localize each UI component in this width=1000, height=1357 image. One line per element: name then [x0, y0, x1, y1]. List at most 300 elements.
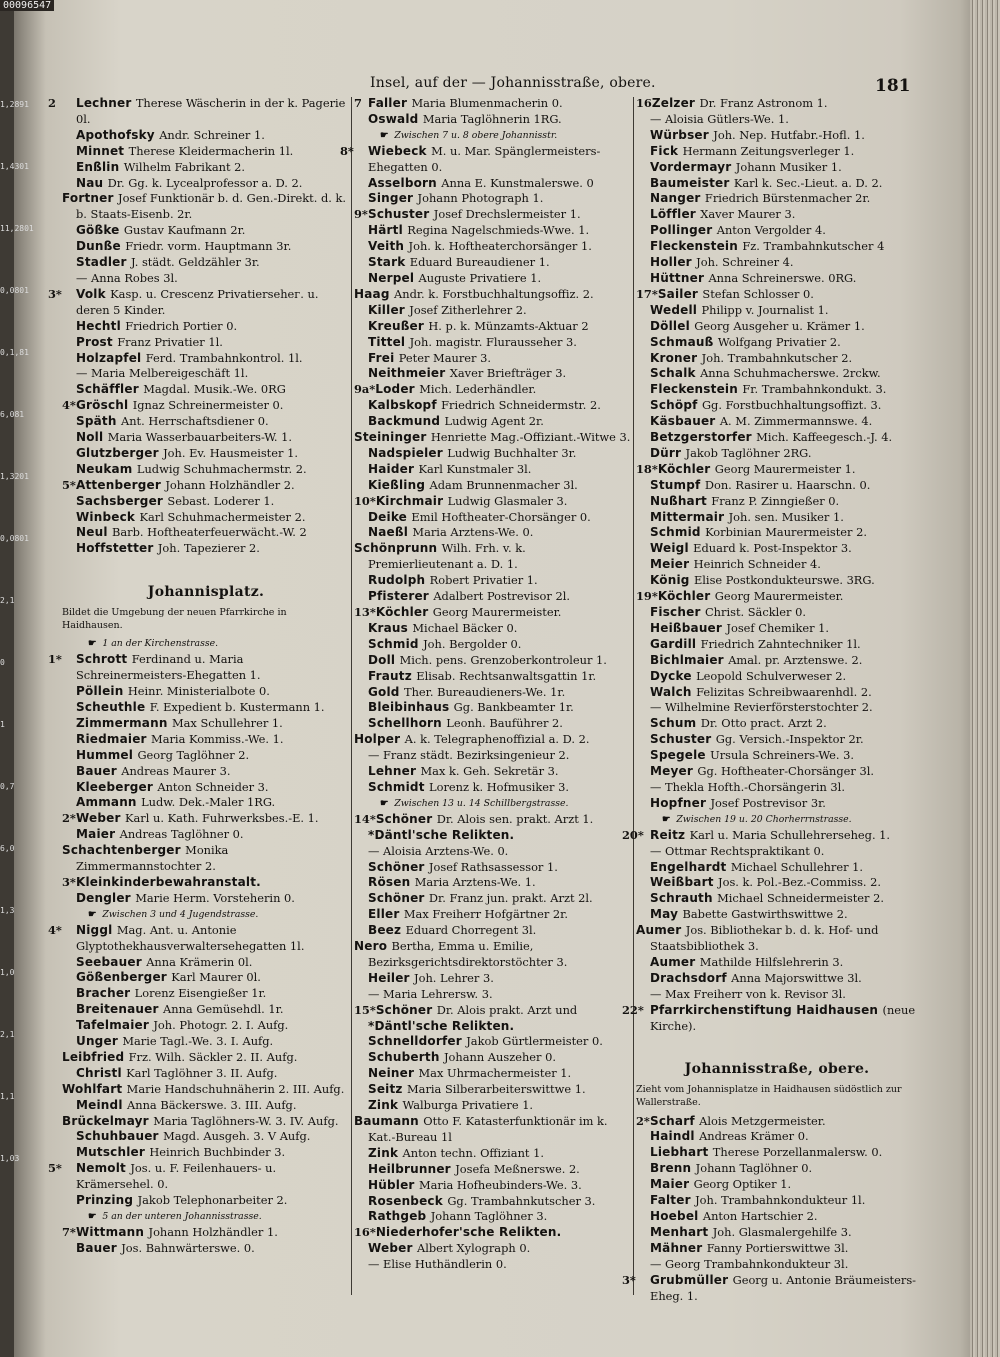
directory-entry — [636, 796, 918, 812]
resident-details: Lorenz k. Hofmusiker 3. — [429, 779, 569, 794]
directory-entry — [62, 366, 350, 382]
resident-details: Regina Nagelschmieds-Wwe. 1. — [407, 223, 590, 238]
resident-details: Kasp. u. Crescenz Privatiersehег. u. deren 5 Kinder. — [76, 286, 319, 317]
directory-entry — [354, 271, 632, 287]
column-2 — [340, 96, 632, 1273]
house-number: 3* — [48, 286, 62, 301]
resident-name: Kroner — [650, 350, 702, 365]
house-number: 3* — [62, 874, 76, 889]
resident-name: Heiler — [368, 970, 415, 985]
directory-entry — [636, 1129, 918, 1145]
directory-entry — [636, 271, 918, 287]
resident-details: Dr. Otto pract. Arzt 2. — [700, 716, 827, 731]
resident-details: Johann Taglöhner 3. — [430, 1209, 548, 1224]
directory-entry — [636, 510, 918, 526]
directory-entry — [354, 748, 632, 764]
resident-details: — Georg Trambahnkondukteur 3l. — [650, 1256, 849, 1271]
resident-name: Backmund — [368, 414, 445, 429]
resident-details: Johann Holzhändler 1. — [148, 1224, 278, 1239]
directory-entry — [354, 1082, 632, 1098]
resident-details: Xaver Maurer 3. — [700, 207, 796, 222]
resident-details: Josef Postrevisor 3r. — [710, 795, 826, 810]
pointing-hand-icon: ☛ — [88, 1211, 97, 1222]
resident-details: Leopold Schulverweser 2. — [696, 668, 847, 683]
resident-name: Wedell — [650, 302, 702, 317]
house-number: 7* — [62, 1224, 76, 1239]
resident-name: Löffler — [650, 207, 701, 222]
directory-entry — [62, 1193, 350, 1209]
resident-name: Liebhart — [650, 1145, 713, 1160]
resident-details: Mich. pens. Grenzoberkontroleur 1. — [399, 652, 607, 667]
resident-details: Karl k. Sec.-Lieut. a. D. 2. — [733, 175, 883, 190]
directory-entry — [636, 875, 918, 891]
resident-name: Niggl — [76, 922, 117, 937]
directory-entry — [354, 1178, 632, 1194]
resident-details: Maria Hofheubinders-We. 3. — [418, 1177, 582, 1192]
resident-details: — Franz städt. Bezirksingenieur 2. — [368, 748, 570, 763]
margin-fragment: 11,2801 — [0, 224, 34, 233]
resident-name: Gold — [368, 684, 404, 699]
house-number: 19* — [636, 589, 658, 604]
resident-details: Dr. Alois sen. prakt. Arzt 1. — [436, 811, 594, 826]
directory-entry — [62, 319, 350, 335]
resident-details: Friedr. vorm. Hauptmann 3r. — [125, 239, 292, 254]
resident-name: Ammann — [76, 795, 142, 810]
resident-details: Wilhelm Fabrikant 2. — [123, 159, 246, 174]
resident-details: Georg Ausgeher u. Krämer 1. — [694, 318, 865, 333]
resident-details: Lorenz Eisengießer 1r. — [134, 986, 267, 1001]
directory-entry — [636, 1241, 918, 1257]
house-number: 9a* — [354, 382, 376, 397]
directory-entry — [62, 239, 350, 255]
margin-fragment: 1,3 — [0, 906, 15, 915]
resident-details: Dr. Franz Astronom 1. — [699, 96, 828, 110]
resident-name: Wittmann — [76, 1224, 149, 1239]
resident-details: Josef Chemiker 1. — [726, 620, 830, 635]
resident-details: Maria Silberarbeiterswittwe 1. — [407, 1082, 586, 1097]
house-number: 18* — [636, 461, 658, 476]
resident-details: Josef Drechslermeister 1. — [433, 207, 581, 222]
house-number: 14* — [354, 811, 376, 826]
resident-details: Josef Zitherlehrer 2. — [409, 302, 527, 317]
directory-entry — [62, 986, 350, 1002]
directory-entry — [48, 1161, 350, 1193]
resident-details: Gg. Bankbeamter 1r. — [453, 700, 574, 715]
resident-name: Kalbskopf — [368, 398, 442, 413]
directory-entry — [62, 335, 350, 351]
resident-name: Rudolph — [368, 573, 430, 588]
directory-entry — [354, 685, 632, 701]
resident-name: Kreußer — [368, 318, 429, 333]
resident-name: Hüttner — [650, 270, 709, 285]
resident-details: Joh. Bergolder 0. — [423, 636, 522, 651]
directory-entry — [62, 811, 350, 827]
resident-name: Unger — [76, 1034, 123, 1049]
directory-entry — [354, 319, 632, 335]
resident-details: Mathilde Hilfslehrerin 3. — [699, 954, 844, 969]
directory-entry — [354, 541, 632, 573]
resident-name: Schmidt — [368, 779, 430, 794]
directory-entry — [636, 541, 918, 557]
pointing-hand-icon: ☛ — [662, 813, 671, 825]
resident-details: Mich. Kaffeegesch.-J. 4. — [756, 430, 893, 445]
house-number: 9* — [354, 207, 368, 222]
directory-entry — [636, 764, 918, 780]
resident-name: Falter — [650, 1193, 696, 1208]
resident-details: Amal. pr. Arztenswe. 2. — [728, 652, 863, 667]
scan-reference-number: 00096547 — [0, 0, 54, 11]
directory-entry — [62, 716, 350, 732]
resident-name: Köchler — [657, 589, 715, 604]
directory-entry — [354, 1114, 632, 1146]
resident-name: Seitz — [368, 1082, 407, 1097]
directory-entry — [62, 160, 350, 176]
resident-name: Stumpf — [650, 477, 705, 492]
resident-name: Gröschl — [76, 398, 133, 413]
resident-name: Schachtenberger — [62, 843, 186, 858]
directory-entry — [354, 971, 632, 987]
resident-name: Schrott — [76, 652, 132, 667]
house-number: 2 — [48, 96, 56, 110]
resident-details: Ther. Bureaudieners-We. 1r. — [403, 684, 566, 699]
house-number: 4* — [62, 398, 76, 413]
resident-name: Asselborn — [368, 175, 442, 190]
resident-details: Ferdinand u. Maria Schreinermeisters-Ehegatten 1. — [76, 652, 261, 683]
resident-name: Köchler — [375, 605, 433, 619]
directory-entry — [636, 1193, 918, 1209]
resident-details: Josefa Meßnerswe. 2. — [455, 1161, 580, 1176]
directory-entry — [62, 414, 350, 430]
directory-entry — [354, 462, 632, 478]
house-number: 5* — [62, 477, 76, 492]
resident-name: Würbser — [650, 127, 714, 142]
margin-fragment: 0,1,81 — [0, 348, 29, 357]
section-title-johannisplatz: Johannisplatz. — [147, 584, 265, 601]
column-3-entries — [622, 96, 918, 1034]
running-header: Insel, auf der — Johannisstraße, obere. — [370, 75, 656, 91]
directory-entry — [354, 1019, 632, 1035]
resident-name: Tafelmaier — [76, 1018, 154, 1033]
house-number: 16 — [636, 96, 652, 110]
resident-details: Peter Maurer 3. — [398, 350, 491, 365]
resident-details: — Aloisia Arztens-We. 0. — [368, 843, 509, 858]
resident-details: Josef Funktionär b. d. Gen.-Direkt. d. k. b. Staats-Eisenb. 2r. — [76, 191, 347, 222]
resident-details: Georg Taglöhner 2. — [137, 747, 250, 762]
resident-name: Dengler — [76, 890, 136, 905]
directory-entry — [62, 732, 350, 748]
resident-name: Kleeberger — [76, 779, 158, 794]
resident-details: Otto F. Katasterfunktionär im k. Kat.-Bureau 1l — [368, 1114, 608, 1144]
resident-name: Brenn — [650, 1161, 696, 1176]
cross-street-label: Zwischen 7 u. 8 obere Johannisstr. — [394, 129, 558, 141]
resident-name: Engelhardt — [650, 859, 731, 874]
resident-name: Wohlfart — [62, 1081, 127, 1096]
directory-entry — [62, 494, 350, 510]
resident-details: — Wilhelmine Revierförsterstochter 2. — [650, 700, 873, 715]
resident-details: Jos. Bahnwärterswe. 0. — [121, 1240, 255, 1255]
resident-name: Schönprunn — [354, 541, 442, 556]
directory-entry — [636, 446, 918, 462]
resident-details: Karl Taglöhner 3. II. Aufg. — [126, 1065, 278, 1080]
resident-details: J. städt. Geldzähler 3r. — [131, 255, 260, 270]
cross-street-label: Zwischen 3 und 4 Jugendstrasse. — [102, 908, 259, 920]
resident-name: Nero — [354, 939, 392, 954]
resident-details: Stefan Schlosser 0. — [702, 286, 814, 301]
directory-entry — [636, 637, 918, 653]
resident-name: Späth — [76, 414, 121, 429]
resident-details: Georg u. Antonie Bräumeisters-Eheg. 1. — [650, 1272, 917, 1303]
resident-name: Zink — [368, 1098, 403, 1113]
resident-details: Monika Zimmermannstochter 2. — [76, 843, 229, 874]
resident-details: Walburga Privatiere 1. — [402, 1098, 534, 1113]
directory-entry — [622, 1002, 918, 1035]
resident-details: Anna Schuhmacherswe. 2rckw. — [700, 366, 881, 381]
cross-street-label: 5 an der unteren Johannisstrasse. — [102, 1211, 262, 1222]
resident-name: Schuberth — [368, 1050, 444, 1065]
resident-name: Walch — [650, 684, 697, 699]
resident-details: Xaver Briefträger 3. — [449, 366, 567, 381]
resident-details: Magdal. Musik.-We. 0RG — [143, 382, 286, 397]
directory-entry — [354, 987, 632, 1003]
resident-name: Scharf — [650, 1113, 700, 1128]
resident-name: Schuster — [368, 207, 434, 222]
resident-name: Nemolt — [76, 1161, 131, 1176]
resident-details: Anna Bäckerswe. 3. III. Aufg. — [127, 1097, 297, 1112]
section-description: Zieht vom Johannisplatze in Haidhausen südöstlich zur Wallerstraße. — [636, 1084, 902, 1108]
directory-entry — [622, 827, 918, 844]
resident-name: Bichlmaier — [650, 652, 729, 667]
resident-name: Gößke — [76, 223, 124, 238]
resident-details: (neue Kirche). — [650, 1002, 916, 1033]
resident-name: Döllel — [650, 318, 695, 333]
resident-details: Maria Blumenmacherin 0. — [411, 96, 563, 110]
directory-entry — [636, 462, 918, 478]
resident-details: Jos. Bibliothekar b. d. k. Hof- und Staatsbibliothek 3. — [650, 923, 879, 954]
resident-name: Schellhorn — [368, 716, 447, 731]
directory-entry — [62, 398, 350, 414]
resident-name: Grubmüller — [650, 1272, 733, 1287]
directory-entry — [636, 398, 918, 414]
directory-entry — [636, 621, 918, 637]
resident-name: Faller — [368, 96, 412, 110]
directory-entry — [354, 255, 632, 271]
directory-entry — [354, 700, 632, 716]
resident-name: Niederhofer'sche Relikten. — [375, 1225, 562, 1240]
resident-details: Adalbert Postrevisor 2l. — [433, 589, 570, 604]
johannisplatz-entries-b — [48, 922, 350, 1209]
directory-entry — [636, 955, 918, 971]
directory-entry — [636, 844, 918, 860]
resident-name: Kraus — [368, 620, 413, 635]
directory-entry — [636, 573, 918, 589]
resident-details: Barb. Hoftheaterfeuerwächt.-W. 2 — [112, 525, 307, 540]
directory-entry — [636, 605, 918, 621]
directory-entry — [354, 637, 632, 653]
resident-name: Maier — [650, 1177, 694, 1192]
resident-name: Singer — [368, 191, 418, 206]
resident-details: Joh. Lehrer 3. — [414, 970, 494, 985]
resident-details: — Maria Lehrersw. 3. — [368, 986, 493, 1001]
directory-entry — [636, 351, 918, 367]
resident-details: F. Expedient b. Kustermann 1. — [149, 700, 325, 714]
directory-entry — [354, 398, 632, 414]
resident-name: Weber — [76, 811, 125, 826]
house-number: 4* — [48, 922, 62, 937]
directory-entry — [354, 589, 632, 605]
directory-entry — [62, 1098, 350, 1114]
resident-details: Michael Schneidermeister 2. — [717, 891, 884, 906]
resident-name: Lehner — [368, 764, 421, 779]
resident-name: Hübler — [368, 1177, 419, 1192]
resident-name: Hechtl — [76, 318, 126, 333]
johannisplatz-entries-a — [48, 652, 350, 907]
resident-details: Maria Taglöhners-W. 3. IV. Aufg. — [153, 1113, 339, 1128]
resident-name: Naeßl — [368, 525, 413, 540]
directory-entry — [62, 478, 350, 494]
house-number: 8* — [340, 143, 354, 158]
house-number: 15* — [354, 1002, 376, 1017]
resident-name: Frautz — [368, 668, 417, 683]
directory-entry — [636, 1257, 918, 1273]
resident-details: Johann Holzhändler 2. — [165, 477, 295, 492]
directory-entry — [62, 875, 350, 891]
house-number: 10* — [354, 493, 376, 508]
resident-name: Hummel — [76, 747, 138, 762]
resident-details: — Thekla Hofth.-Chorsängerin 3l. — [650, 779, 845, 794]
directory-entry — [48, 286, 350, 319]
directory-entry — [636, 860, 918, 876]
directory-entry — [354, 510, 632, 526]
directory-entry — [354, 891, 632, 907]
resident-details: Ludw. Dek.-Maler 1RG. — [141, 795, 276, 810]
resident-name: Aumer — [650, 954, 700, 969]
directory-entry — [636, 653, 918, 669]
resident-name: Stark — [368, 255, 410, 270]
directory-entry — [636, 557, 918, 573]
resident-details: Eduard k. Post-Inspektor 3. — [693, 541, 852, 556]
resident-details: Karl Maurer 0l. — [171, 970, 261, 985]
house-number: 2* — [62, 811, 76, 826]
resident-details: Maria Kommiss.-We. 1. — [151, 731, 284, 746]
resident-name: Meindl — [76, 1097, 128, 1112]
resident-details: Ignaz Schreinermeister 0. — [132, 398, 284, 413]
resident-name: Weigl — [650, 541, 694, 556]
resident-name: König — [650, 573, 694, 588]
resident-details: M. u. Mar. Spänglermeisters-Ehegatten 0. — [368, 143, 601, 174]
directory-entry — [354, 430, 632, 446]
directory-entry — [636, 987, 918, 1003]
resident-name: Fick — [650, 143, 683, 158]
section-description: Bildet die Umgebung der neuen Pfarrkirche in Haidhausen. — [62, 607, 287, 631]
directory-entry — [354, 494, 632, 510]
directory-entry — [62, 970, 350, 986]
directory-entry — [62, 525, 350, 541]
resident-details: Josef Rathsassessor 1. — [428, 859, 558, 874]
resident-name: Haag — [354, 286, 395, 301]
resident-details: Dr. Franz jun. prakt. Arzt 2l. — [428, 891, 593, 906]
resident-name: Köchler — [657, 461, 715, 476]
resident-name: Maier — [76, 827, 120, 842]
resident-name: Reitz — [650, 827, 690, 842]
directory-entry — [354, 287, 632, 303]
directory-entry — [62, 955, 350, 971]
resident-details: Jakob Gürtlermeister 0. — [466, 1034, 603, 1049]
directory-entry — [354, 621, 632, 637]
cross-street-marker — [62, 1209, 350, 1225]
resident-name: *Däntl'sche Relikten. — [368, 827, 515, 842]
resident-details: Felizitas Schreibwaarenhdl. 2. — [696, 684, 872, 699]
directory-entry — [354, 303, 632, 319]
resident-details: Andr. k. Forstbuchhaltungsoffiz. 2. — [394, 286, 594, 301]
resident-details: Bertha, Emma u. Emilie, Bezirksgerichtsdirektorstöchter 3. — [368, 939, 568, 969]
resident-details: Friedrich Zahntechniker 1l. — [700, 636, 861, 651]
directory-entry — [636, 716, 918, 732]
column-1-entries — [48, 96, 350, 557]
pointing-hand-icon: ☛ — [88, 908, 97, 920]
directory-entry — [636, 128, 918, 144]
directory-entry — [636, 144, 918, 160]
resident-name: Scheuthle — [76, 700, 150, 714]
cross-street-marker — [354, 128, 632, 144]
directory-entry — [636, 335, 918, 351]
resident-details: Anton Vergolder 4. — [716, 223, 826, 238]
directory-entry — [636, 191, 918, 207]
directory-entry — [636, 669, 918, 685]
resident-details: Heinr. Ministerialbote 0. — [127, 684, 270, 699]
directory-entry — [636, 525, 918, 541]
directory-entry — [62, 843, 350, 875]
directory-entry — [62, 684, 350, 700]
directory-entry — [354, 907, 632, 923]
resident-name: Zelzer — [651, 96, 700, 110]
house-number: 3* — [622, 1272, 636, 1287]
resident-details: — Aloisia Gütlers-We. 1. — [650, 111, 789, 126]
resident-details: Gg. Trambahnkutscher 3. — [447, 1193, 596, 1208]
directory-entry — [48, 652, 350, 684]
resident-details: Therese Porzellanmalersw. 0. — [712, 1145, 883, 1160]
cross-street-marker — [636, 812, 918, 828]
resident-details: Mag. Ant. u. Antonie Glyptothekhausverwaltersehegatten 1l. — [76, 922, 305, 953]
resident-name: Glutzberger — [76, 445, 164, 460]
resident-name: Zink — [368, 1145, 403, 1160]
resident-details: Michael Schullehrer 1. — [730, 859, 864, 874]
cross-street-label: Zwischen 13 u. 14 Schillbergstrasse. — [394, 797, 569, 809]
resident-details: Anna Gemüsehdl. 1r. — [163, 1002, 284, 1017]
resident-name: Riedmaier — [76, 731, 152, 746]
directory-entry — [636, 382, 918, 398]
margin-fragment: 1,0 — [0, 968, 15, 977]
resident-name: Hoffstetter — [76, 541, 158, 556]
resident-details: Joh. Ev. Hausmeister 1. — [163, 445, 298, 460]
resident-name: Deike — [368, 509, 412, 524]
resident-details: Joh. Glasmalergehilfe 3. — [712, 1224, 852, 1239]
directory-entry — [62, 764, 350, 780]
directory-entry — [62, 510, 350, 526]
directory-entry — [62, 255, 350, 271]
directory-entry — [354, 239, 632, 255]
directory-entry — [354, 1162, 632, 1178]
directory-entry — [62, 891, 350, 907]
resident-name: Fleckenstein — [650, 382, 743, 397]
directory-entry — [354, 382, 632, 398]
resident-details: Georg Optiker 1. — [693, 1177, 792, 1192]
directory-entry — [636, 287, 918, 303]
resident-name: Schöner — [368, 891, 429, 906]
resident-name: Sachsberger — [76, 493, 168, 508]
margin-fragment: 1,03 — [0, 1154, 20, 1163]
resident-details: Friedrich Bürstenmacher 2r. — [704, 191, 871, 206]
directory-entry — [636, 223, 918, 239]
